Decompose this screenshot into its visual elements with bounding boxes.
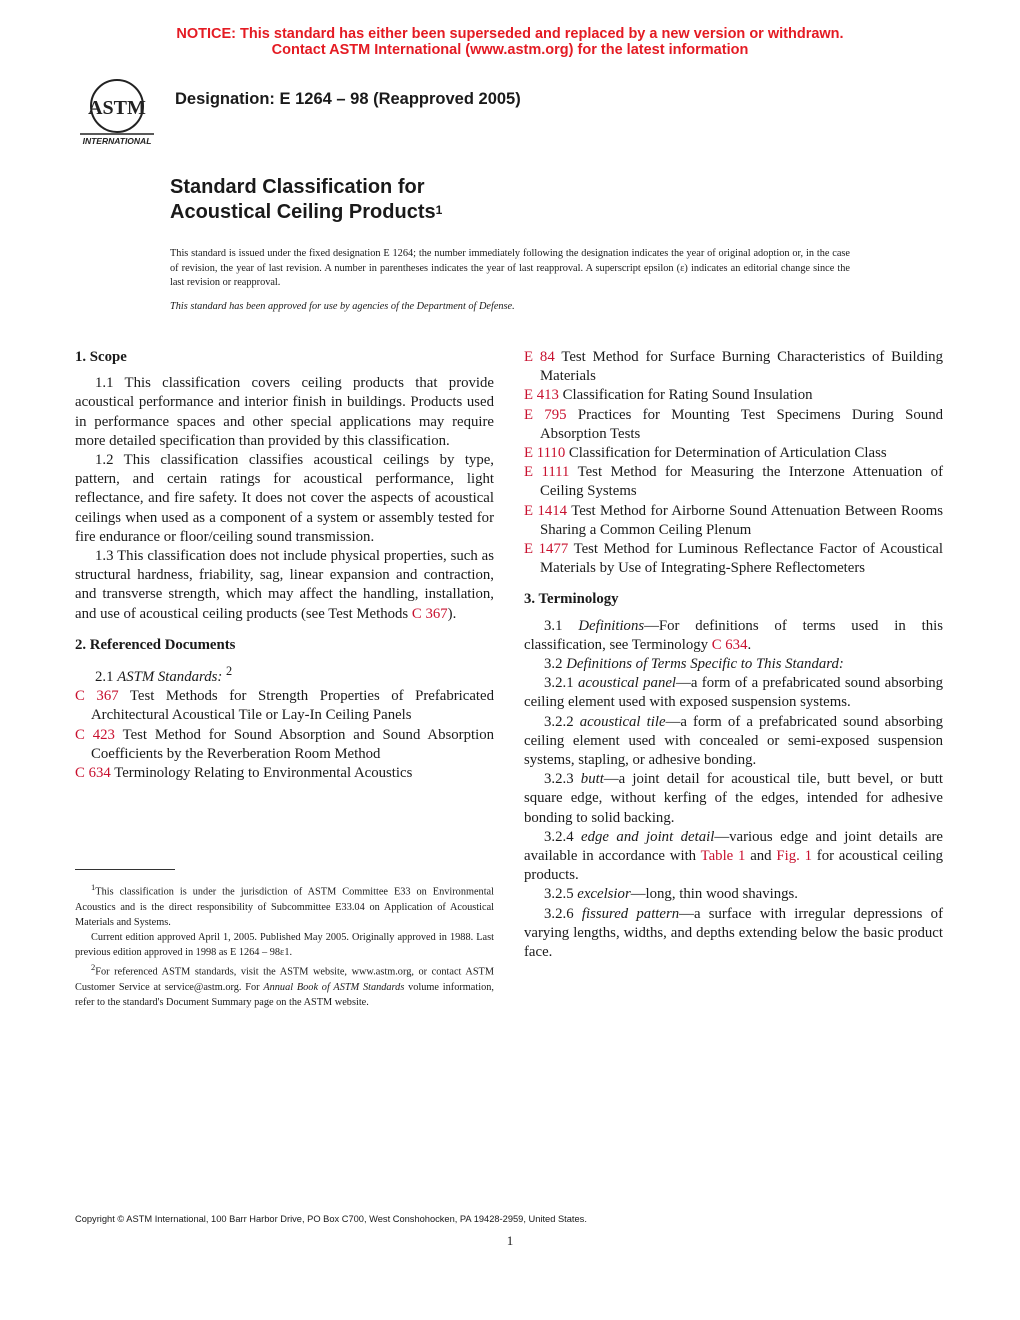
paragraph-3-1: 3.1 Definitions—For definitions of terms used in this classification, see Terminology C 634. bbox=[524, 617, 943, 653]
title-footnote-mark[interactable]: 1 bbox=[435, 203, 443, 217]
paragraph-1-1: 1.1 This classification covers ceiling products that provide acoustical performance and interior finish in buildings. Products used in performance spaces and other special applications may require more detailed specification than provided by this classification. bbox=[75, 375, 494, 449]
footnote-2: $^2$For referenced ASTM standards, visit the ASTM website, www.astm.org, or contact ASTM Customer Service at service@astm.org. For Annual Book of ASTM Standards volume information, refer to the standard's Document Summary page on the ASTM website. bbox=[75, 962, 494, 1009]
footnote-2-mark[interactable]: 2 bbox=[226, 664, 233, 679]
ref-item: C 423 Test Method for Sound Absorption and Sound Absorption Coefficients by the Reverberation Room Method bbox=[75, 726, 494, 762]
paragraph-1-3: 1.3 This classification does not include physical properties, such as structural hardness, friability, sag, linear expansion and contraction, and transverse strength, which may affect the handling, installation, and use of acoustical ceiling products (see Test Methods C 367). bbox=[75, 548, 494, 622]
title-line-1: Standard Classification for bbox=[170, 176, 425, 198]
section-heading-terminology: 3. Terminology bbox=[524, 591, 619, 608]
ref-code-link[interactable]: E 84 bbox=[524, 349, 555, 365]
left-column bbox=[75, 348, 494, 783]
link-c367[interactable]: C 367 bbox=[411, 605, 448, 622]
preface-note: This standard is issued under the fixed designation E 1264; the number immediately following the designation indicates the year of original adoption or, in the case of revision, the year of last revision. A number in parentheses indicates the year of last reapproval. A superscript epsilon (ε) indicates an editorial change since the last revision or reapproval. bbox=[170, 248, 850, 288]
logo-wordmark: ASTM bbox=[88, 97, 146, 119]
footnote-divider bbox=[75, 869, 175, 870]
astm-logo bbox=[72, 76, 162, 148]
definition-item: 3.2.6 fissured pattern—a surface with irregular depressions of varying lengths, widths, and depths extending below the basic product face. bbox=[524, 905, 944, 961]
definition-item: 3.2.5 excelsior—long, thin wood shavings. bbox=[544, 886, 799, 903]
dod-note: This standard has been approved for use by agencies of the Department of Defense. bbox=[170, 301, 515, 312]
title-line-2: Acoustical Ceiling Products$^1$ bbox=[170, 201, 443, 223]
withdrawal-notice bbox=[0, 26, 1020, 58]
ref-item: E 413 Classification for Rating Sound Insulation bbox=[524, 387, 813, 404]
ref-code-link[interactable]: E 1414 bbox=[524, 502, 568, 519]
ref-code-link[interactable]: E 795 bbox=[524, 406, 567, 423]
ref-item: E 795 Practices for Mounting Test Specimens During Sound Absorption Tests bbox=[524, 406, 944, 442]
logo-subtext: INTERNATIONAL bbox=[82, 136, 152, 146]
copyright-line: Copyright © ASTM International, 100 Barr Harbor Drive, PO Box C700, West Conshohocken, PA 19428-2959, United States. bbox=[75, 1214, 587, 1224]
ref-code-link[interactable]: E 1110 bbox=[524, 445, 566, 462]
ref-code-link[interactable]: C 423 bbox=[75, 726, 115, 743]
notice-line-1: NOTICE: This standard has either been superseded and replaced by a new version or withdrawn. bbox=[176, 26, 844, 42]
link-c634[interactable]: C 634 bbox=[711, 636, 748, 653]
designation: Designation: E 1264 – 98 (Reapproved 2005) bbox=[175, 90, 521, 108]
ref-code-link[interactable]: E 413 bbox=[524, 387, 559, 404]
ref-code-link[interactable]: E 1111 bbox=[524, 464, 570, 481]
ref-code-link[interactable]: C 634 bbox=[75, 764, 111, 781]
ref-item: E 1414 Test Method for Airborne Sound Attenuation Between Rooms Sharing a Common Ceiling Plenum bbox=[524, 502, 943, 538]
ref-item: C 634 Terminology Relating to Environmental Acoustics bbox=[75, 764, 413, 781]
ref-code-link[interactable]: E 1477 bbox=[524, 541, 569, 558]
ref-item: C 367 Test Methods for Strength Properties of Prefabricated Architectural Acoustical Tile or Lay-In Ceiling Panels bbox=[75, 688, 495, 724]
ref-item: E 1110 Classification for Determination of Articulation Class bbox=[524, 445, 887, 462]
ref-item: E 84 Test Method for Surface Burning Characteristics of Building Materials bbox=[524, 349, 943, 385]
definition-item: 3.2.4 edge and joint detail—various edge and joint details are available in accordance with Table 1 and Fig. 1 for acoustical ceiling products. bbox=[524, 828, 944, 884]
paragraph-2-1: 2.1 ASTM Standards: $^2$ bbox=[95, 664, 233, 685]
footnote-1-edition: Current edition approved April 1, 2005. Published May 2005. Originally approved in 1988. Last previous edition approved in 1998 as E 1264 – 98ε1. bbox=[75, 932, 494, 959]
notice-line-2: Contact ASTM International (www.astm.org) for the latest information bbox=[271, 42, 749, 58]
link-fig-1[interactable]: Fig. 1 bbox=[776, 848, 812, 865]
ref-code-link[interactable]: C 367 bbox=[75, 688, 119, 705]
section-heading-referenced-documents: 2. Referenced Documents bbox=[75, 636, 236, 653]
ref-item: E 1477 Test Method for Luminous Reflectance Factor of Acoustical Materials by Use of Integrating-Sphere Reflectometers bbox=[524, 541, 943, 577]
ref-item: E 1111 Test Method for Measuring the Interzone Attenuation of Ceiling Systems bbox=[524, 464, 944, 500]
paragraph-1-2: 1.2 This classification classifies acoustical ceilings by type, pattern, and certain ratings for acoustical performance, light reflectance, and fire safety. It does not cover the aspects of acoustical ceilings when used as a component of a system or assembly tested for fire endurance or floor/ceiling sound transmission. bbox=[75, 452, 494, 545]
right-column bbox=[524, 348, 943, 962]
page-number: 1 bbox=[506, 1233, 514, 1248]
paragraph-3-2: 3.2 Definitions of Terms Specific to This Standard: bbox=[544, 656, 844, 673]
definition-item: 3.2.3 butt—a joint detail for acoustical tile, butt bevel, or butt square edge, without kerfing of the edges, intended for adhesive bonding to solid backing. bbox=[524, 771, 944, 826]
footnotes bbox=[75, 880, 494, 1010]
definition-item: 3.2.1 acoustical panel—a form of a prefabricated sound absorbing ceiling element used with exposed suspension systems. bbox=[524, 675, 943, 711]
document-title bbox=[170, 175, 442, 225]
definition-item: 3.2.2 acoustical tile—a form of a prefabricated sound absorbing ceiling element used with concealed or semi-exposed suspension systems, stapling, or adhesive bonding. bbox=[524, 713, 944, 769]
footnote-1: $^1$This classification is under the jurisdiction of ASTM Committee E33 on Environmental Acoustics and is the direct responsibility of Subcommittee E33.04 on Application of Acoustical Materials and Systems. bbox=[75, 882, 494, 928]
section-heading-scope: 1. Scope bbox=[75, 349, 127, 365]
link-table-1[interactable]: Table 1 bbox=[700, 848, 746, 865]
